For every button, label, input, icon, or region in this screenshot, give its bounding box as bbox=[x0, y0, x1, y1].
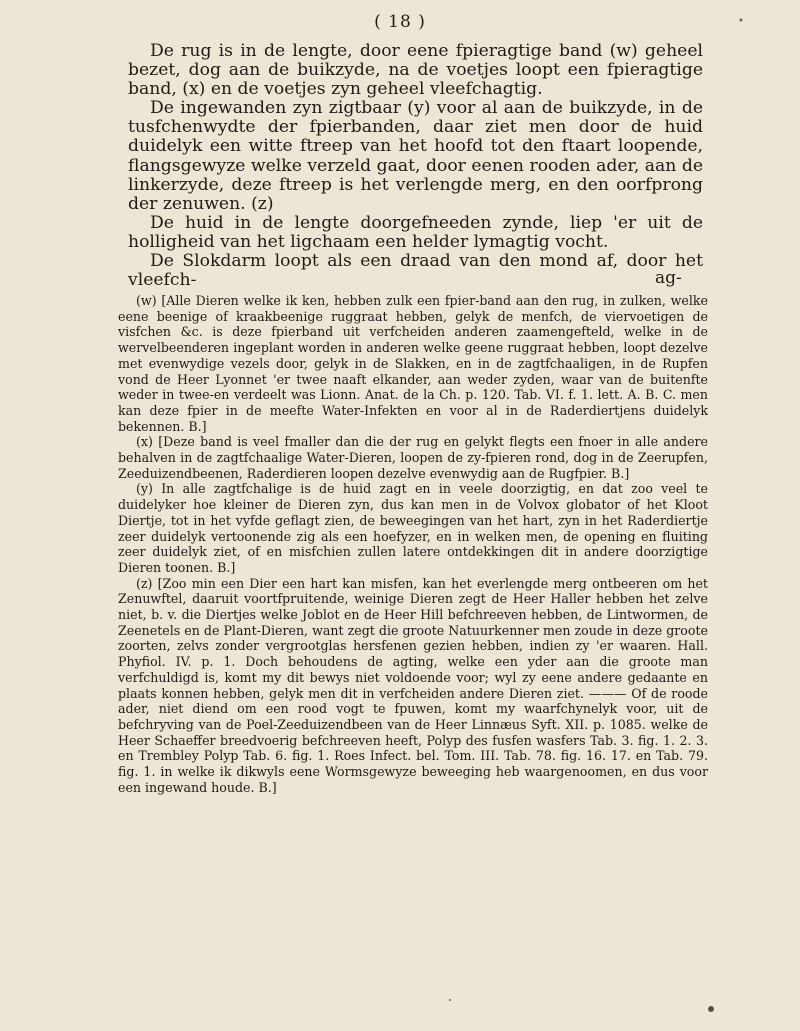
main-paragraph: De huid in de lengte doorgefneeden zynde, liep 'er uit de holligheid van het ligchaam een helder lymagtig vocht. bbox=[128, 212, 703, 252]
main-paragraph: De Slokdarm loopt als een draad van den mond af, door het vleefch- bbox=[128, 251, 703, 291]
footnote: (y) In alle zagtfchalige is de huid zagt en in veele doorzigtig, en dat zoo veel te duidelyker hoe kleiner de Dieren zyn, dus kan men in de Volvox globator of het Kloot Diertje, tot in het vyfde geflagt zien, de beweegingen van het hart, zyn in het Raderdiertje zeer duidelyk vertoonende zig als een hoefyzer, en in welken men, de opening en fluiting zeer duidelyk ziet, of en misfchien zullen latere ontdekkingen dit in andere doorzigtige Dieren toonen. B.] bbox=[118, 481, 708, 575]
main-paragraph: De ingewanden zyn zigtbaar (y) voor al aan de buikzyde, in de tusfchenwydte der fpierbanden, daar ziet men door de huid duidelyk een witte ftreep van het hoofd tot den ftaart loopende, flangsgewyze welke verzeld gaat, door eenen rooden ader, aan de linkerzyde, deze ftreep is het verlengde merg, en den oorfprong der zenuwen. (z) bbox=[128, 98, 703, 214]
catchword: ag- bbox=[655, 268, 682, 288]
main-paragraph: De rug is in de lengte, door eene fpieragtige band (w) geheel bezet, dog aan de buikzyde, na de voetjes loopt een fpieragtige band, (x) en de voetjes zyn geheel vleefchagtig. bbox=[128, 41, 703, 100]
footnote: (x) [Deze band is veel fmaller dan die der rug en gelykt flegts een fnoer in alle andere behalven in de zagtfchaalige Water-Dieren, loopen de zy-fpieren rond, dog in de Zeerupfen, Zeeduizendbeenen, Raderdieren loopen dezelve evenwydig aan de Rugfpier. B.] bbox=[118, 434, 708, 481]
footnote: (w) [Alle Dieren welke ik ken, hebben zulk een fpier-band aan den rug, in zulken, welke eene beenige of kraakbeenige ruggraat hebben, gelyk de menfch, de viervoetigen de visfchen &c. is deze fpierband uit verfcheiden anderen zaamengefteld, welke in de wervelbeenderen ingeplant worden in anderen welke geene ruggraat hebben, loopt dezelve met evenwydige vezels door, gelyk in de Slakken, en in de zagtfchaaligen, in de Rupfen vond de Heer Lyonnet 'er twee naaft elkander, aan weder zyden, waar van de buitenfte weder in twee-en verdeelt was Lionn. Anat. de la Ch. p. 120. Tab. VI. f. 1. lett. A. B. C. men kan deze fpier in de meefte Water-Infekten en voor al in de Raderdiertjens duidelyk bekennen. B.] bbox=[118, 293, 708, 434]
page-number: ( 18 ) bbox=[374, 12, 426, 32]
footnote: (z) [Zoo min een Dier een hart kan misfen, kan het everlengde merg ontbeeren om het Zenuwftel, daaruit voortfpruitende, weinige Dieren zegt de Heer Haller hebben het zelve niet, b. v. die Diertjes welke Joblot en de Heer Hill befchreeven hebben, de Lintwormen, de Zeenetels en de Plant-Dieren, want zegt die groote Natuurkenner men zoude in deze groote zoorten, zelvs zonder vergrootglas hersfenen gezien hebben, indien zy 'er waaren. Hall. Phyfiol. IV. p. 1. Doch behoudens de agting, welke een yder aan die groote man verfchuldigd is, komt my dit bewys niet voldoende voor; wyl zy eene andere gedaante en plaats konnen hebben, gelyk men dit in verfcheiden andere Dieren ziet. ——— Of de roode ader, niet diend om een rood vogt te fpuwen, komt my waarfchynelyk voor, uit de befchryving van de Poel-Zeeduizendbeen van de Heer Linnæus Syft. XII. p. 1085. welke de Heer Schaeffer breedvoerig befchreeven heeft, Polyp des fusfen wasfers Tab. 3. fig. 1. 2. 3. en Trembley Polyp Tab. 6. fig. 1. Roes Infect. bel. Tom. III. Tab. 78. fig. 16. 17. en Tab. 79. fig. 1. in welke ik dikwyls eene Wormsgewyze beweeging heb waargenoomen, en dus voor een ingewand houde. B.] bbox=[118, 575, 708, 795]
